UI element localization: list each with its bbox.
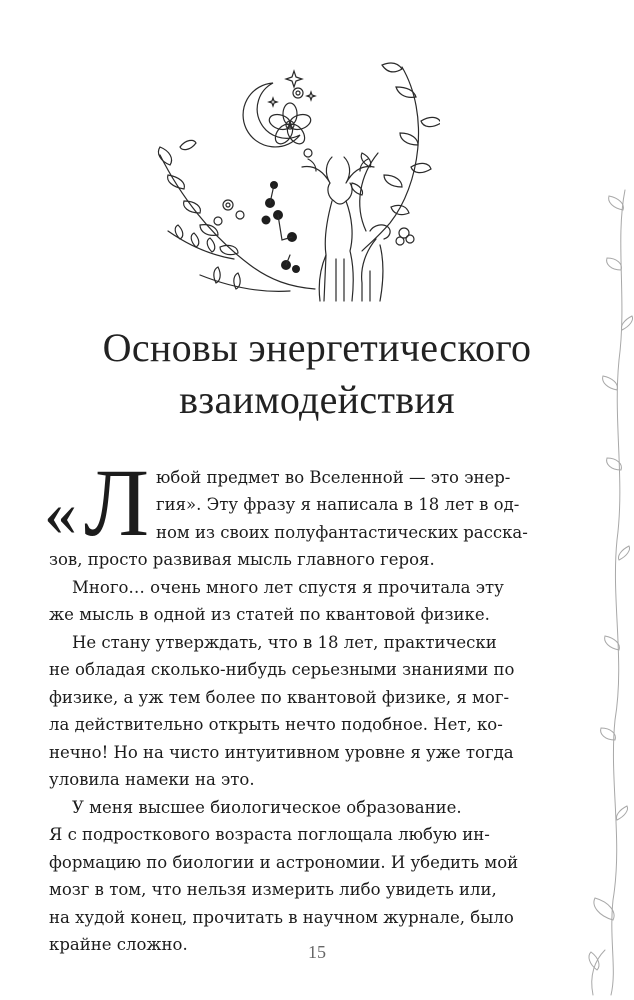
text-line: Не стану утверждать, что в 18 лет, практически [72,633,497,652]
text-line: формацию по биологии и астрономии. И убедить мой [49,853,519,872]
dropcap-letter: Л [84,449,150,556]
text-line: ла действительно открыть нечто подобное. Нет, ко- [49,715,503,734]
text-line: уловила намеки на это. [49,770,255,789]
text-line: гия». Эту фразу я написала в 18 лет в од- [156,495,520,514]
page-title-line-2: взаимодействия [179,377,455,422]
text-line: Я с подросткового возраста поглощала любую ин- [49,825,490,844]
text-line: физике, а уж тем более по квантовой физике, я мог- [49,688,510,707]
moon-flowers-deer-wreath-icon [140,55,440,315]
page-title-line-1: Основы энергетического [102,325,532,370]
text-line: У меня высшее биологическое образование. [72,798,462,817]
text-line: юбой предмет во Вселенной — это энер- [156,468,511,487]
text-line: не обладая сколько-нибудь серьезными знаниями по [49,660,515,679]
text-line: крайне сложно. [49,935,188,954]
text-line: нечно! Но на чисто интуитивном уровне я уже тогда [49,743,514,762]
page-number: 15 [308,942,326,962]
text-line: же мысль в одной из статей по квантовой физике. [49,605,490,624]
text-line: ном из своих полуфантастических расска- [156,523,528,542]
text-line: Много… очень много лет спустя я прочитала эту [72,578,504,597]
dropcap-quote-mark: « [44,477,77,550]
foliage-edge-icon [575,180,634,1000]
text-line: мозг в том, что нельзя измерить либо увидеть или, [49,880,497,899]
text-line: зов, просто развивая мысль главного героя. [49,550,435,569]
text-line: на худой конец, прочитать в научном журнале, было [49,908,514,927]
